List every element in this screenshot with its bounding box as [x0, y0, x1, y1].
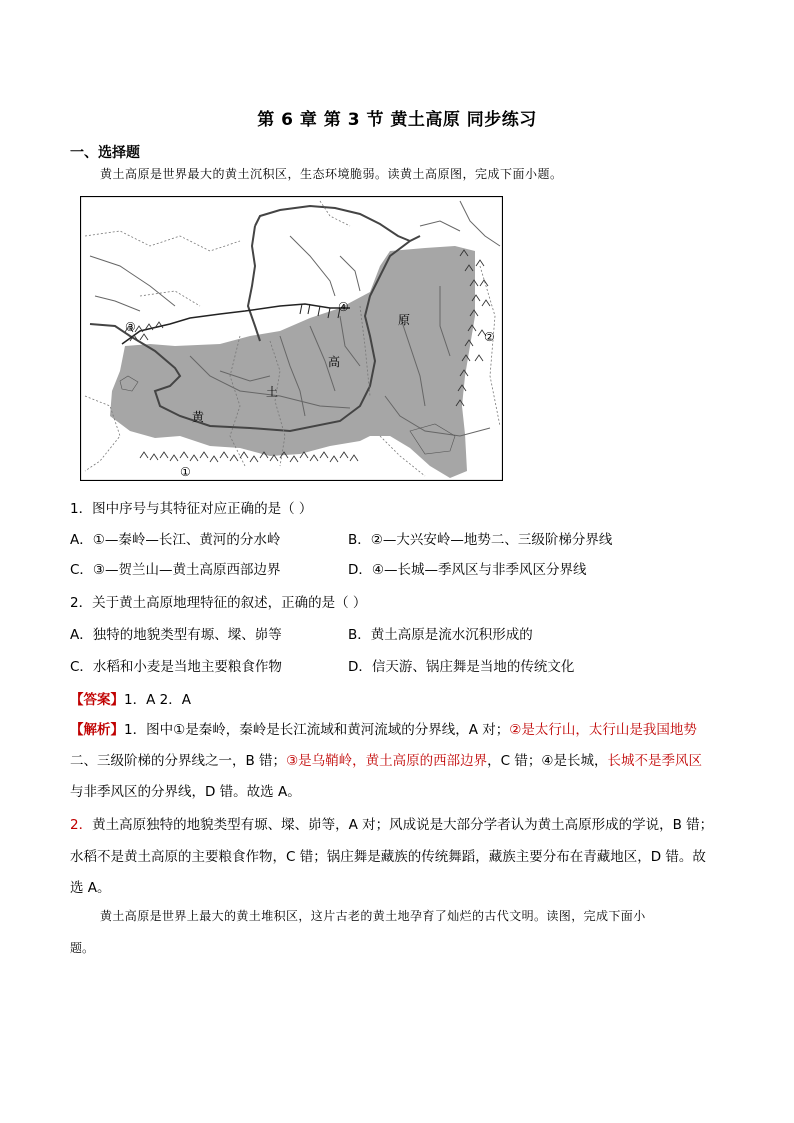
section-heading: 一、选择题	[70, 145, 140, 161]
analysis-l1b: ②是太行山，太行山是我国地势	[509, 722, 697, 738]
question-1-option-b[interactable]: B．②—大兴安岭—地势二、三级阶梯分界线	[348, 532, 613, 548]
question-1-stem: 1．图中序号与其特征对应正确的是（ ）	[70, 501, 313, 517]
question-1-option-d[interactable]: D．④—长城—季风区与非季风区分界线	[348, 562, 587, 578]
page-title: 第 6 章 第 3 节 黄土高原 同步练习	[257, 110, 537, 130]
question-intro-2: 黄土高原是世界上最大的黄土堆积区，这片古老的黄土地孕育了灿烂的古代文明。读图，完成下面小	[100, 909, 646, 923]
analysis-l2b: ③是乌鞘岭，黄土高原的西部边界	[286, 753, 488, 769]
question-2-option-b[interactable]: B．黄土高原是流水沉积形成的	[348, 627, 533, 643]
question-2-option-c[interactable]: C．水稻和小麦是当地主要粮食作物	[70, 659, 282, 675]
analysis-line-4	[70, 813, 713, 833]
question-intro-2-cont: 题。	[70, 941, 95, 955]
analysis-line-3: 与非季风区的分界线，D 错。故选 A。	[70, 784, 301, 800]
question-2-stem: 2．关于黄土高原地理特征的叙述，正确的是（ ）	[70, 595, 367, 611]
question-2-option-a[interactable]: A．独特的地貌类型有塬、墚、峁等	[70, 627, 282, 643]
analysis-line-1	[70, 718, 697, 738]
analysis-line-5: 水稻不是黄土高原的主要粮食作物，C 错；锅庄舞是藏族的传统舞蹈，藏族主要分布在青藏地区，D 错。故	[70, 849, 706, 865]
question-1-option-c[interactable]: C．③—贺兰山—黄土高原西部边界	[70, 562, 281, 578]
question-2-option-d[interactable]: D．信天游、锅庄舞是当地的传统文化	[348, 659, 575, 675]
map-marker-1: ①	[180, 465, 191, 479]
analysis-l4a: 2．	[70, 817, 93, 833]
question-1-option-a[interactable]: A．①—秦岭—长江、黄河的分水岭	[70, 532, 281, 548]
map-label-yuan: 原	[398, 313, 411, 327]
map-label-gao: 高	[328, 355, 341, 369]
analysis-line-2	[70, 749, 702, 769]
analysis-l2c: ，C 错；④是长城，	[487, 753, 608, 769]
answer-line	[70, 688, 191, 708]
analysis-l2d: 长城不是季风区	[607, 753, 702, 769]
answer-tag: 【答案】	[70, 692, 124, 708]
analysis-l2a: 二、三级阶梯的分界线之一，B 错；	[70, 753, 287, 769]
analysis-line-6: 选 A。	[70, 880, 111, 896]
analysis-l1a: 1．图中①是秦岭，秦岭是长江流域和黄河流域的分界线，A 对；	[124, 722, 510, 738]
question-intro-1: 黄土高原是世界最大的黄土沉积区，生态环境脆弱。读黄土高原图，完成下面小题。	[100, 167, 563, 181]
map-marker-4: ④	[338, 300, 349, 314]
map-marker-3: ③	[125, 320, 136, 334]
analysis-tag: 【解析】	[70, 722, 124, 738]
map-label-tu: 土	[266, 385, 279, 399]
map-label-huang: 黄	[192, 410, 205, 424]
answer-text: 1．A 2．A	[124, 692, 191, 708]
loess-plateau-map	[80, 196, 503, 481]
analysis-l4b: 黄土高原独特的地貌类型有塬、墚、峁等，A 对；风成说是大部分学者认为黄土高原形成的学说，B 错；	[92, 817, 714, 833]
map-marker-2: ②	[484, 330, 495, 344]
